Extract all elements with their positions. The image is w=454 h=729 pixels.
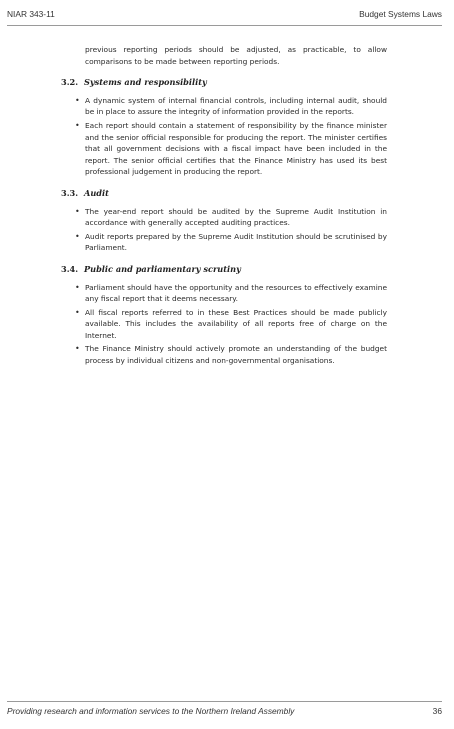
section-audit <box>61 188 387 254</box>
list-item-text: The year-end report should be audited by the Supreme Audit Institution in accordance with generally accepted auditing practices. <box>85 206 387 228</box>
list-item <box>75 206 387 229</box>
list-item <box>75 231 387 254</box>
bullet-list <box>61 95 387 178</box>
list-item <box>75 282 387 305</box>
lead-paragraph: previous reporting periods should be adjusted, as practicable, to allow comparisons to be made between reporting periods. <box>85 45 387 66</box>
section-heading <box>61 77 387 89</box>
list-item <box>75 95 387 118</box>
section-heading <box>61 188 387 200</box>
bullet-list <box>61 282 387 367</box>
page-header <box>7 6 442 26</box>
list-item-text: Parliament should have the opportunity and the resources to effectively examine any fiscal report that it deems necessary. <box>85 282 387 304</box>
list-item <box>75 120 387 178</box>
bullet-icon: • <box>75 120 80 130</box>
list-item-text: All fiscal reports referred to in these Best Practices should be made publicly available. This includes the availability of all reports free of charge on the Internet. <box>85 307 387 340</box>
bullet-icon: • <box>75 344 80 354</box>
bullet-icon: • <box>75 206 80 216</box>
footer-text: Providing research and information services to the Northern Ireland Assembly <box>7 706 295 716</box>
list-item-text: The Finance Ministry should actively promote an understanding of the budget process by individual citizens and non-governmental organisations. <box>85 344 387 366</box>
section-heading <box>61 264 387 276</box>
bullet-icon: • <box>75 95 80 105</box>
page-footer <box>7 701 442 716</box>
section-number: 3.2. <box>61 77 79 88</box>
list-item-text: Each report should contain a statement of responsibility by the finance minister and the senior official responsible for producing the report. The minister certifies that all government decisions with a fiscal impact have been included in the report. The senior official certifies that the Finance Ministry has used its best professional judgement in producing the report. <box>85 120 387 177</box>
bullet-list <box>61 206 387 254</box>
list-item <box>75 343 387 366</box>
bullet-icon: • <box>75 307 80 317</box>
section-number: 3.4. <box>61 263 79 274</box>
section-public-parliamentary-scrutiny <box>61 264 387 367</box>
page-content <box>61 44 387 369</box>
header-report-id: NIAR 343-11 <box>7 9 55 19</box>
bullet-icon: • <box>75 231 80 241</box>
section-number: 3.3. <box>61 187 79 198</box>
section-title: Systems and responsibility <box>83 77 207 88</box>
header-title: Budget Systems Laws <box>359 9 442 19</box>
section-title: Audit <box>83 187 109 198</box>
list-item <box>75 307 387 342</box>
section-title: Public and parliamentary scrutiny <box>83 263 241 274</box>
section-systems-responsibility <box>61 77 387 178</box>
list-item-text: Audit reports prepared by the Supreme Audit Institution should be scrutinised by Parliament. <box>85 231 387 253</box>
list-item-text: A dynamic system of internal financial controls, including internal audit, should be in place to assure the integrity of information provided in the reports. <box>85 95 387 117</box>
page-number: 36 <box>432 706 442 716</box>
bullet-icon: • <box>75 282 80 292</box>
